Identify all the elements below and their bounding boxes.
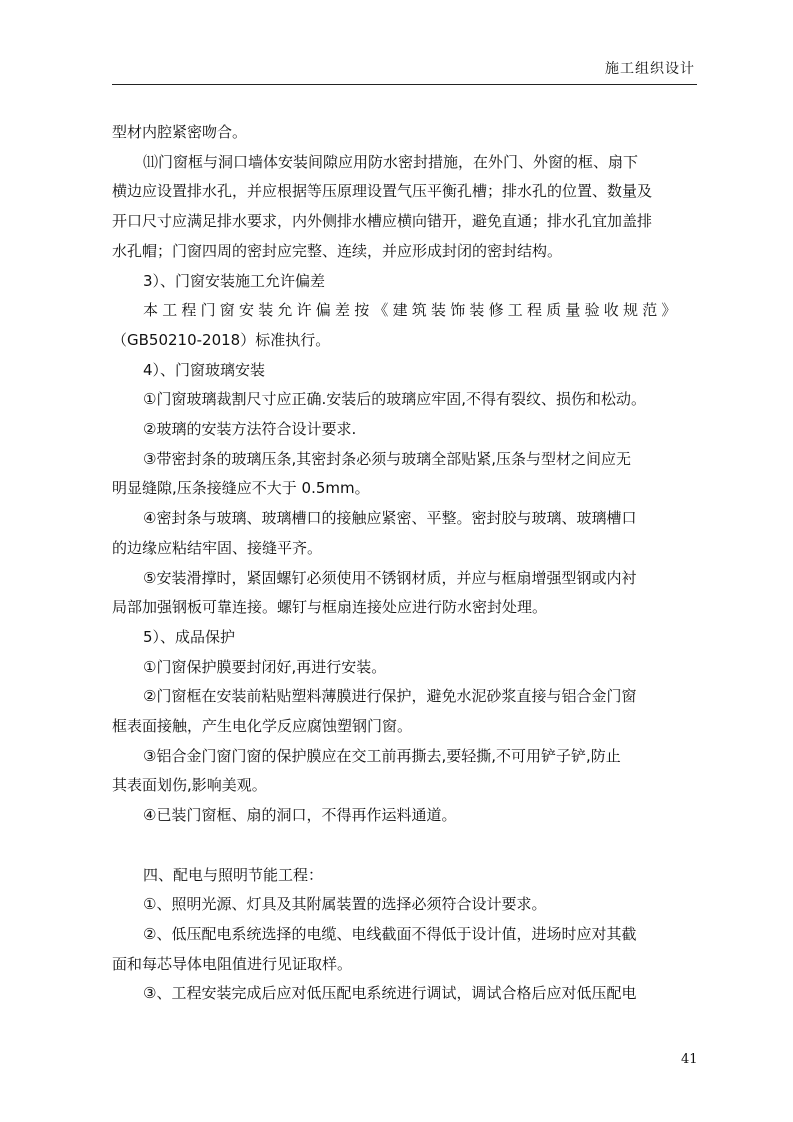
page-number: 41 [681, 1052, 698, 1067]
paragraph-line: 其表面划伤,影响美观。 [112, 776, 267, 795]
blank-line [112, 831, 706, 861]
paragraph-line: 开口尺寸应满足排水要求，内外侧排水槽应横向错开，避免直通；排水孔宜加盖排 [112, 212, 653, 231]
page-header [112, 58, 697, 80]
section-heading: 5）、成品保护 [143, 627, 236, 646]
paragraph-line: 框表面接触，产生电化学反应腐蚀塑钢门窗。 [112, 717, 413, 736]
paragraph-line: 面和每芯导体电阻值进行见证取样。 [112, 954, 353, 973]
paragraph-line: ⑾门窗框与洞口墙体安装间隙应用防水密封措施，在外门、外窗的框、扇下 [143, 152, 639, 171]
paragraph-line: ⑤安装滑撑时，紧固螺钉必须使用不锈钢材质，并应与框扇增强型钢或内衬 [143, 568, 637, 587]
paragraph-line: ④已装门窗框、扇的洞口，不得再作运料通道。 [143, 806, 457, 825]
paragraph-line: 型材内腔紧密吻合。 [112, 123, 248, 141]
paragraph-line: ②门窗框在安装前粘贴塑料薄膜进行保护，避免水泥砂浆直接与铝合金门窗 [143, 687, 637, 706]
document-body [112, 118, 706, 1009]
paragraph-line: ①、照明光源、灯具及其附属装置的选择必须符合设计要求。 [143, 895, 547, 914]
paragraph-line: 横边应设置排水孔，并应根据等压原理设置气压平衡孔槽；排水孔的位置、数量及 [112, 182, 653, 201]
section-heading: 4）、门窗玻璃安装 [143, 360, 266, 379]
paragraph-line: 的边缘应粘结牢固、接缝平齐。 [112, 538, 323, 557]
paragraph-line: ③铝合金门窗门窗的保护膜应在交工前再撕去,要轻撕,不可用铲子铲,防止 [143, 746, 621, 765]
paragraph-line: ②、低压配电系统选择的电缆、电线截面不得低于设计值，进场时应对其截 [143, 924, 637, 943]
paragraph-line: 水孔帽；门窗四周的密封应完整、连续，并应形成封闭的密封结构。 [112, 241, 563, 260]
paragraph-line: ④密封条与玻璃、玻璃槽口的接触应紧密、平整。密封胶与玻璃、玻璃槽口 [143, 509, 637, 528]
paragraph-line: ①门窗保护膜要封闭好,再进行安装。 [143, 657, 387, 676]
section-heading: 3）、门窗安装施工允许偏差 [143, 271, 326, 290]
paragraph-line: 本工程门窗安装允许偏差按《建筑装饰装修工程质量验收规范》 [143, 301, 681, 320]
paragraph-line: （GB50210-2018）标准执行。 [112, 330, 331, 349]
paragraph-line: ③、工程安装完成后应对低压配电系统进行调试，调试合格后应对低压配电 [143, 984, 637, 1003]
header-rule [112, 84, 697, 85]
header-title: 施工组织设计 [605, 61, 695, 77]
paragraph-line: ①门窗玻璃裁割尺寸应正确.安装后的玻璃应牢固,不得有裂纹、损伤和松动。 [143, 390, 646, 409]
paragraph-line: 明显缝隙,压条接缝应不大于 0.5mm。 [112, 479, 370, 498]
section-heading: 四、配电与照明节能工程： [143, 865, 324, 884]
paragraph-line: 局部加强钢板可靠连接。螺钉与框扇连接处应进行防水密封处理。 [112, 598, 548, 617]
paragraph-line: ③带密封条的玻璃压条,其密封条必须与玻璃全部贴紧,压条与型材之间应无 [143, 449, 631, 468]
paragraph-line: ②玻璃的安装方法符合设计要求. [143, 420, 357, 439]
